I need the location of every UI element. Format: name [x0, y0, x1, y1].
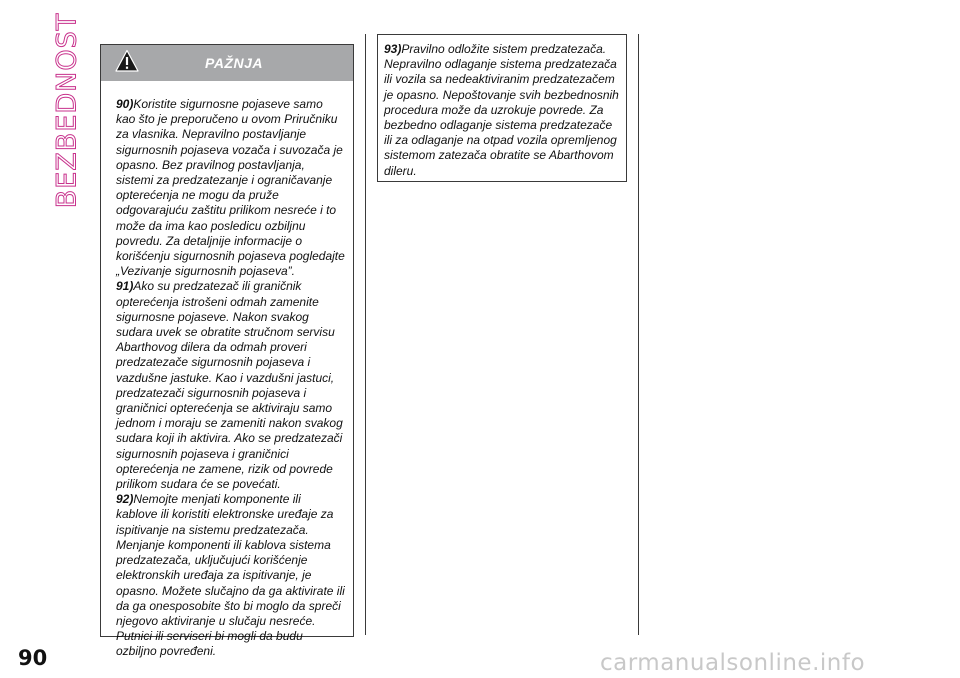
item-text: Nemojte menjati komponente ili kablove ili koristiti elektronske uređaje za ispitivanje na sistemu predzatezača. Menjanje komponenti ili kablova sistema predzatezača, uključujući korišćenje elektronskih uređaja za ispitivanje, je opasno. Možete slučajno da ga aktivirate ili da ga onesposobite što bi moglo da spreči njegovo aktiviranje u slučaju nesreće. Putnici ili serviseri bi mogli da budu ozbiljno povređeni. [116, 492, 345, 659]
item-number: 91) [116, 279, 134, 294]
warning-item [116, 97, 345, 279]
column-divider [365, 34, 366, 635]
item-number: 92) [116, 492, 134, 507]
item-text: Pravilno odložite sistem predzatezača. Nepravilno odlaganje sistema predzatezača ili vozila sa nedeaktiviranim predzatezačem je opasno. Nepoštovanje svih bezbednosnih procedura može da uzrokuje povrede. Za bezbedno odlaganje sistema predzatezače ili za odlaganje na otpad vozila opremljenog sistemom zatezača obratite se Abarthovom dileru. [384, 42, 619, 178]
column-divider [638, 34, 639, 635]
continuation-body [378, 35, 626, 179]
section-title-text: BEZBEDNOST [51, 12, 83, 208]
page-number: 90 [18, 646, 48, 670]
item-number: 93) [384, 42, 402, 56]
warning-item [384, 42, 620, 179]
watermark[interactable]: carmanualsonline.info [600, 650, 866, 676]
item-text: Ako su predzatezač ili graničnik opterećenja istrošeni odmah zamenite sigurnosne pojaseve. Nakon svakog sudara uvek se obratite stručnom servisu Abarthovog dilera da odmah proveri predzatezače sigurnosnih pojaseva i vazdušne jastuke. Kao i vazdušni jastuci, predzatezači sigurnosnih pojaseva i graničnici opterećenja se aktiviraju samo jednom i moraju se zameniti nakon svakog sudara koji ih aktivira. Ako se predzatezači sigurnosnih pojaseva i graničnici opterećenja ne zamene, rizik od povrede prilikom sudara će se povećati. [116, 279, 343, 492]
item-text: Koristite sigurnosne pojaseve samo kao što je preporučeno u ovom Priručniku za vlasnika. Nepravilno postavljanje sigurnosnih pojaseva vozača i suvozača je opasno. Bez pravilnog postavljanja, sistemi za predzatezanje i ograničavanje opterećenja ne mogu da pruže odgovarajuću zaštitu prilikom nesreće i to može da ima kao posledicu ozbiljnu povredu. Za detaljnije informacije o korišćenju sigurnosnih pojaseva pogledajte „Vezivanje sigurnosnih pojaseva”. [116, 97, 345, 279]
warning-box [100, 44, 354, 659]
warning-body [101, 81, 353, 660]
warning-item [116, 492, 345, 659]
item-number: 90) [116, 97, 134, 111]
warning-header [101, 45, 353, 81]
section-title [51, 12, 83, 208]
warning-continuation-box [377, 34, 627, 182]
warning-title: PAŽNJA [205, 55, 263, 71]
warning-item [116, 279, 345, 492]
